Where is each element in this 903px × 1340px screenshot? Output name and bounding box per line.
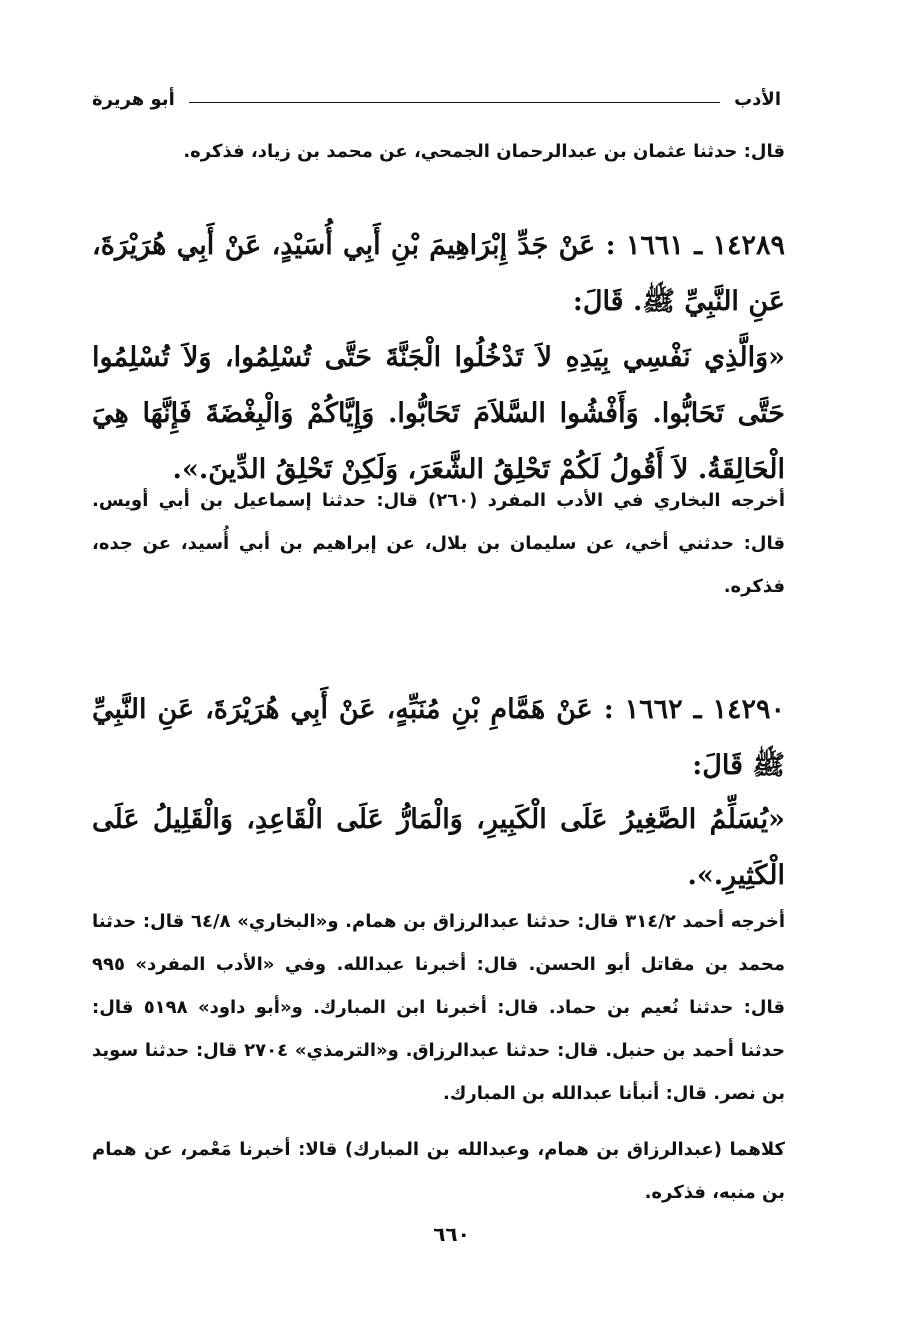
hadith-2-matn-text: «يُسَلِّمُ الصَّغِيرُ عَلَى الْكَبِيرِ، وَالْمَارُّ عَلَى الْقَاعِدِ، وَالْقَلِيلُ عَلَى الْكَثِيرِ.». xyxy=(92,804,785,891)
hadith-2-takhrij xyxy=(92,900,785,1115)
intro-paragraph xyxy=(92,130,785,173)
header-chapter-title: أبو هريرة xyxy=(92,88,175,110)
hadith-1-matn xyxy=(92,330,785,498)
running-header xyxy=(92,84,781,114)
hadith-1-takhrij xyxy=(92,479,785,608)
hadith-2-matn xyxy=(92,792,785,904)
hadith-2-heading xyxy=(92,682,785,794)
header-rule xyxy=(189,102,720,103)
hadith-2-number: ١٤٢٩٠ ـ ١٦٦٢ : xyxy=(603,694,785,725)
hadith-2-isnad: عَنْ هَمَّامِ بْنِ مُنَبِّهٍ، عَنْ أَبِي هُرَيْرَةَ، عَنِ النَّبِيِّ ﷺ قَالَ: xyxy=(92,694,785,781)
hadith-1-isnad: عَنْ جَدِّ إِبْرَاهِيمَ بْنِ أَبِي أُسَيْدٍ، عَنْ أَبِي هُرَيْرَةَ، عَنِ النَّبِيِّ ﷺ. قَالَ: xyxy=(92,230,785,317)
hadith-2-takhrij-text: أخرجه أحمد ٣١٤/٢ قال: حدثنا عبدالرزاق بن همام. و«البخاري» ٦٤/٨ قال: حدثنا محمد بن مقاتل أبو الحسن. قال: أخبرنا عبدالله. وفي «الأدب المفرد» ٩٩٥ قال: حدثنا نُعيم بن حماد. قال: أخبرنا ابن المبارك. و«أبو داود» ٥١٩٨ قال: حدثنا أحمد بن حنبل. قال: حدثنا عبدالرزاق. و«الترمذي» ٢٧٠٤ قال: حدثنا سويد بن نصر. قال: أنبأنا عبدالله بن المبارك. xyxy=(92,911,785,1104)
page-number: ٦٦٠ xyxy=(433,1222,470,1246)
hadith-1-matn-text: «وَالَّذِي نَفْسِي بِيَدِهِ لاَ تَدْخُلُوا الْجَنَّةَ حَتَّى تُسْلِمُوا، وَلاَ تُسْلِمُوا حَتَّى تَحَابُّوا. وَأَفْشُوا السَّلاَمَ تَحَابُّوا. وَإِيَّاكُمْ وَالْبِغْضَةَ فَإِنَّهَا هِيَ الْحَالِقَةُ. لاَ أَقُولُ لَكُمْ تَحْلِقُ الشَّعَرَ، وَلَكِنْ تَحْلِقُ الدِّينَ.». xyxy=(92,342,785,485)
hadith-2-takhrij-summary xyxy=(92,1128,785,1214)
hadith-1-number: ١٤٢٨٩ ـ ١٦٦١ : xyxy=(605,230,785,261)
hadith-1-takhrij-text: أخرجه البخاري في الأدب المفرد (٢٦٠) قال: حدثنا إسماعيل بن أبي أويس. قال: حدثني أخي، عن سليمان بن بلال، عن إبراهيم بن أبي أُسيد، عن جده، فذكره. xyxy=(92,490,786,597)
hadith-1-heading xyxy=(92,218,785,330)
hadith-2-takhrij-summary-text: كلاهما (عبدالرزاق بن همام، وعبدالله بن المبارك) قالا: أخبرنا مَعْمر، عن همام بن منبه، فذكره. xyxy=(92,1139,785,1203)
header-section-title: الأدب xyxy=(734,88,781,110)
intro-text: قال: حدثنا عثمان بن عبدالرحمان الجمحي، عن محمد بن زياد، فذكره. xyxy=(183,141,785,162)
